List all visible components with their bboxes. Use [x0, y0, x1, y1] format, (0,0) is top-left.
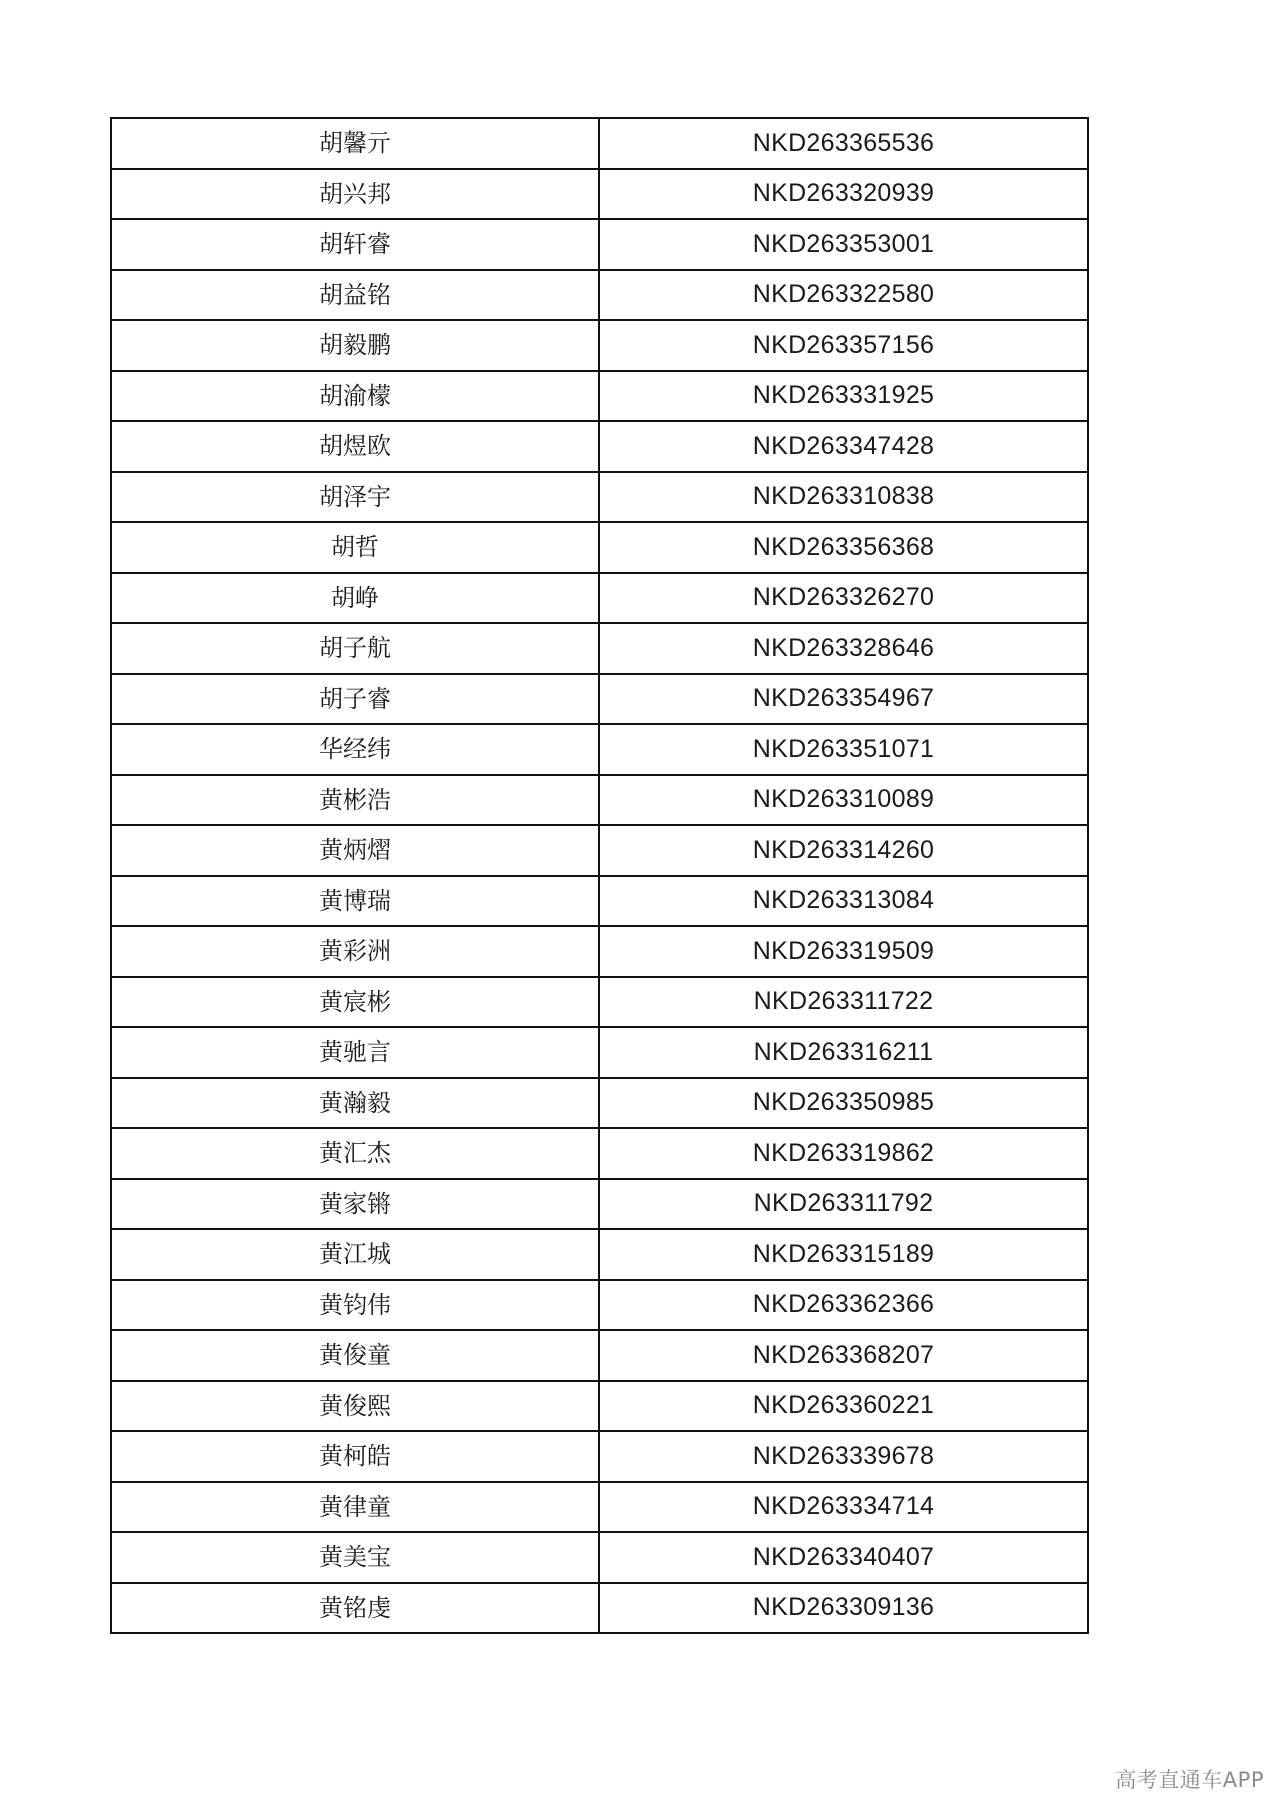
- registration-code-cell: NKD263360221: [599, 1381, 1088, 1432]
- table-row: [111, 371, 1088, 422]
- registration-code-cell: NKD263331925: [599, 371, 1088, 422]
- registration-code-cell: NKD263357156: [599, 320, 1088, 371]
- table-row: [111, 1583, 1088, 1634]
- student-name-cell: 黄家锵: [111, 1179, 599, 1230]
- registration-code-cell: NKD263353001: [599, 219, 1088, 270]
- table-row: [111, 775, 1088, 826]
- table-row: [111, 926, 1088, 977]
- student-name-cell: 黄美宝: [111, 1532, 599, 1583]
- table-row: [111, 1330, 1088, 1381]
- registration-code-cell: NKD263326270: [599, 573, 1088, 624]
- student-name-cell: 胡轩睿: [111, 219, 599, 270]
- table-row: [111, 522, 1088, 573]
- table-row: [111, 1280, 1088, 1331]
- student-name-cell: 胡煜欧: [111, 421, 599, 472]
- registration-code-cell: NKD263356368: [599, 522, 1088, 573]
- table-row: [111, 977, 1088, 1028]
- registration-code-cell: NKD263339678: [599, 1431, 1088, 1482]
- registration-code-cell: NKD263322580: [599, 270, 1088, 321]
- registration-code-cell: NKD263311722: [599, 977, 1088, 1028]
- student-name-cell: 胡渝檬: [111, 371, 599, 422]
- student-name-cell: 黄彩洲: [111, 926, 599, 977]
- registration-code-cell: NKD263316211: [599, 1027, 1088, 1078]
- registration-code-cell: NKD263351071: [599, 724, 1088, 775]
- registration-code-cell: NKD263311792: [599, 1179, 1088, 1230]
- student-name-cell: 黄柯皓: [111, 1431, 599, 1482]
- roster-table: [110, 117, 1089, 1634]
- registration-code-cell: NKD263310089: [599, 775, 1088, 826]
- table-row: [111, 320, 1088, 371]
- registration-code-cell: NKD263309136: [599, 1583, 1088, 1634]
- student-name-cell: 黄驰言: [111, 1027, 599, 1078]
- table-row: [111, 169, 1088, 220]
- student-name-cell: 胡子航: [111, 623, 599, 674]
- registration-code-cell: NKD263362366: [599, 1280, 1088, 1331]
- table-row: [111, 270, 1088, 321]
- student-name-cell: 胡馨亓: [111, 118, 599, 169]
- student-name-cell: 胡泽宇: [111, 472, 599, 523]
- table-row: [111, 472, 1088, 523]
- table-row: [111, 1078, 1088, 1129]
- watermark-text: 高考直通车APP: [1115, 1768, 1264, 1792]
- registration-code-cell: NKD263354967: [599, 674, 1088, 725]
- table-row: [111, 1532, 1088, 1583]
- student-name-cell: 胡哲: [111, 522, 599, 573]
- student-name-cell: 黄炳熠: [111, 825, 599, 876]
- table-row: [111, 219, 1088, 270]
- table-row: [111, 118, 1088, 169]
- table-row: [111, 674, 1088, 725]
- registration-code-cell: NKD263313084: [599, 876, 1088, 927]
- student-name-cell: 黄江城: [111, 1229, 599, 1280]
- table-row: [111, 1431, 1088, 1482]
- table-row: [111, 623, 1088, 674]
- registration-code-cell: NKD263320939: [599, 169, 1088, 220]
- student-name-cell: 黄律童: [111, 1482, 599, 1533]
- student-name-cell: 黄彬浩: [111, 775, 599, 826]
- table-row: [111, 1128, 1088, 1179]
- table-row: [111, 421, 1088, 472]
- table-row: [111, 876, 1088, 927]
- student-name-cell: 胡兴邦: [111, 169, 599, 220]
- registration-code-cell: NKD263310838: [599, 472, 1088, 523]
- student-name-cell: 胡毅鹏: [111, 320, 599, 371]
- registration-code-cell: NKD263340407: [599, 1532, 1088, 1583]
- student-name-cell: 黄瀚毅: [111, 1078, 599, 1129]
- student-name-cell: 胡益铭: [111, 270, 599, 321]
- registration-code-cell: NKD263319509: [599, 926, 1088, 977]
- student-name-cell: 黄宸彬: [111, 977, 599, 1028]
- table-row: [111, 1027, 1088, 1078]
- student-name-cell: 黄俊熙: [111, 1381, 599, 1432]
- table-row: [111, 724, 1088, 775]
- table-row: [111, 573, 1088, 624]
- registration-code-cell: NKD263314260: [599, 825, 1088, 876]
- registration-code-cell: NKD263365536: [599, 118, 1088, 169]
- registration-code-cell: NKD263319862: [599, 1128, 1088, 1179]
- student-name-cell: 黄钧伟: [111, 1280, 599, 1331]
- student-name-cell: 胡子睿: [111, 674, 599, 725]
- registration-code-cell: NKD263350985: [599, 1078, 1088, 1129]
- table-row: [111, 1482, 1088, 1533]
- student-name-cell: 黄铭虔: [111, 1583, 599, 1634]
- table-row: [111, 1381, 1088, 1432]
- student-name-cell: 胡峥: [111, 573, 599, 624]
- table-row: [111, 825, 1088, 876]
- registration-code-cell: NKD263347428: [599, 421, 1088, 472]
- student-name-cell: 黄汇杰: [111, 1128, 599, 1179]
- roster-table-body: [111, 118, 1088, 1633]
- registration-code-cell: NKD263334714: [599, 1482, 1088, 1533]
- student-name-cell: 华经纬: [111, 724, 599, 775]
- student-name-cell: 黄博瑞: [111, 876, 599, 927]
- student-name-cell: 黄俊童: [111, 1330, 599, 1381]
- registration-code-cell: NKD263328646: [599, 623, 1088, 674]
- registration-code-cell: NKD263368207: [599, 1330, 1088, 1381]
- table-row: [111, 1179, 1088, 1230]
- registration-code-cell: NKD263315189: [599, 1229, 1088, 1280]
- table-row: [111, 1229, 1088, 1280]
